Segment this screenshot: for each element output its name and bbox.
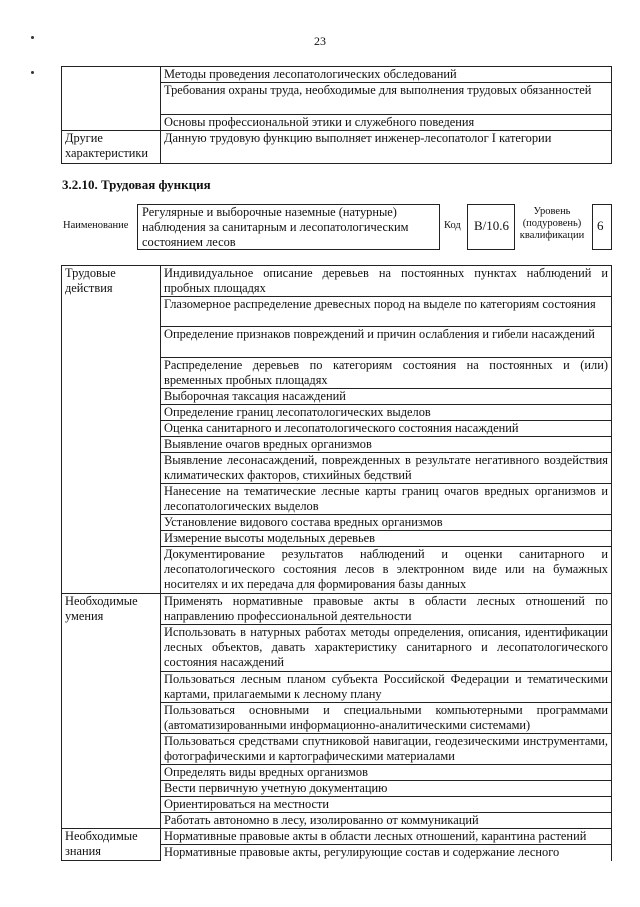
table-row: Основы профессиональной этики и служебного поведения bbox=[161, 115, 612, 131]
table-row: Измерение высоты модельных деревьев bbox=[161, 531, 612, 547]
table-row: Нанесение на тематические лесные карты границ очагов вредных организмов и лесопатологических выделов bbox=[161, 484, 612, 515]
table-row: Нормативные правовые акты, регулирующие состав и содержание лесного bbox=[161, 845, 612, 861]
table-row: Нормативные правовые акты в области лесных отношений, карантина растений bbox=[161, 829, 612, 845]
table-row: Пользоваться лесным планом субъекта Российской Федерации и тематическими картами, прилагаемыми к лесному плану bbox=[161, 672, 612, 703]
level-label: Уровень (подуровень) квалификации bbox=[519, 206, 585, 241]
table-row: Определение признаков повреждений и причин ослабления и гибели насаждений bbox=[161, 327, 612, 358]
page-number: 23 bbox=[314, 34, 326, 48]
table-row: Распределение деревьев по категориям состояния на постоянных и (или) временных пробных площадях bbox=[161, 358, 612, 389]
table-row: Определение границ лесопатологических выделов bbox=[161, 405, 612, 421]
group-label: Трудовые действия bbox=[62, 266, 161, 594]
table-row: Выявление очагов вредных организмов bbox=[161, 437, 612, 453]
table-row: Оценка санитарного и лесопатологического состояния насаждений bbox=[161, 421, 612, 437]
function-name: Регулярные и выборочные наземные (натурные) наблюдения за санитарным и лесопатологическим состоянием лесов bbox=[142, 205, 409, 249]
group-label: Необходимые знания bbox=[62, 829, 161, 861]
table-row: Методы проведения лесопатологических обследований bbox=[161, 67, 612, 83]
table-row: Данную трудовую функцию выполняет инженер-лесопатолог I категории bbox=[161, 131, 612, 164]
section-title: 3.2.10. Трудовая функция bbox=[62, 177, 211, 192]
code-label: Код bbox=[444, 220, 461, 231]
table-row: Индивидуальное описание деревьев на постоянных пунктах наблюдений и пробных площадях bbox=[161, 266, 612, 297]
table-row: Использовать в натурных работах методы определения, описания, идентификации лесных объектов, давать характеристику санитарного и лесопатологического состояния насаждений bbox=[161, 625, 612, 672]
table-row: Пользоваться основными и специальными компьютерными программами (автоматизированными информационно-аналитическими системами) bbox=[161, 703, 612, 734]
table-row: Глазомерное распределение древесных пород на выделе по категориям состояния bbox=[161, 297, 612, 327]
row-label bbox=[62, 67, 161, 131]
table-row: Установление видового состава вредных организмов bbox=[161, 515, 612, 531]
main-table bbox=[61, 265, 612, 861]
table-row: Определять виды вредных организмов bbox=[161, 765, 612, 781]
table-row: Выборочная таксация насаждений bbox=[161, 389, 612, 405]
scan-dot bbox=[31, 71, 34, 74]
table-row: Вести первичную учетную документацию bbox=[161, 781, 612, 797]
name-label: Наименование bbox=[63, 220, 129, 231]
table-row: Применять нормативные правовые акты в области лесных отношений по направлению профессиональной деятельности bbox=[161, 594, 612, 625]
group-label: Необходимые умения bbox=[62, 594, 161, 829]
table-row: Работать автономно в лесу, изолированно от коммуникаций bbox=[161, 813, 612, 829]
code-value: B/10.6 bbox=[474, 218, 510, 233]
table-row: Ориентироваться на местности bbox=[161, 797, 612, 813]
level-value: 6 bbox=[597, 218, 604, 233]
top-table bbox=[61, 66, 612, 164]
table-row: Пользоваться средствами спутниковой навигации, геодезическими инструментами, фотографическими и картографическими материалами bbox=[161, 734, 612, 765]
row-label: Другие характеристики bbox=[62, 131, 161, 164]
table-row: Требования охраны труда, необходимые для выполнения трудовых обязанностей bbox=[161, 83, 612, 115]
table-row: Документирование результатов наблюдений и оценки санитарного и лесопатологического состояния лесов в электронном виде или на бумажных носителях и их передача для формирования базы данных bbox=[161, 547, 612, 594]
table-row: Выявление лесонасаждений, поврежденных в результате негативного воздействия климатических факторов, стихийных бедствий bbox=[161, 453, 612, 484]
